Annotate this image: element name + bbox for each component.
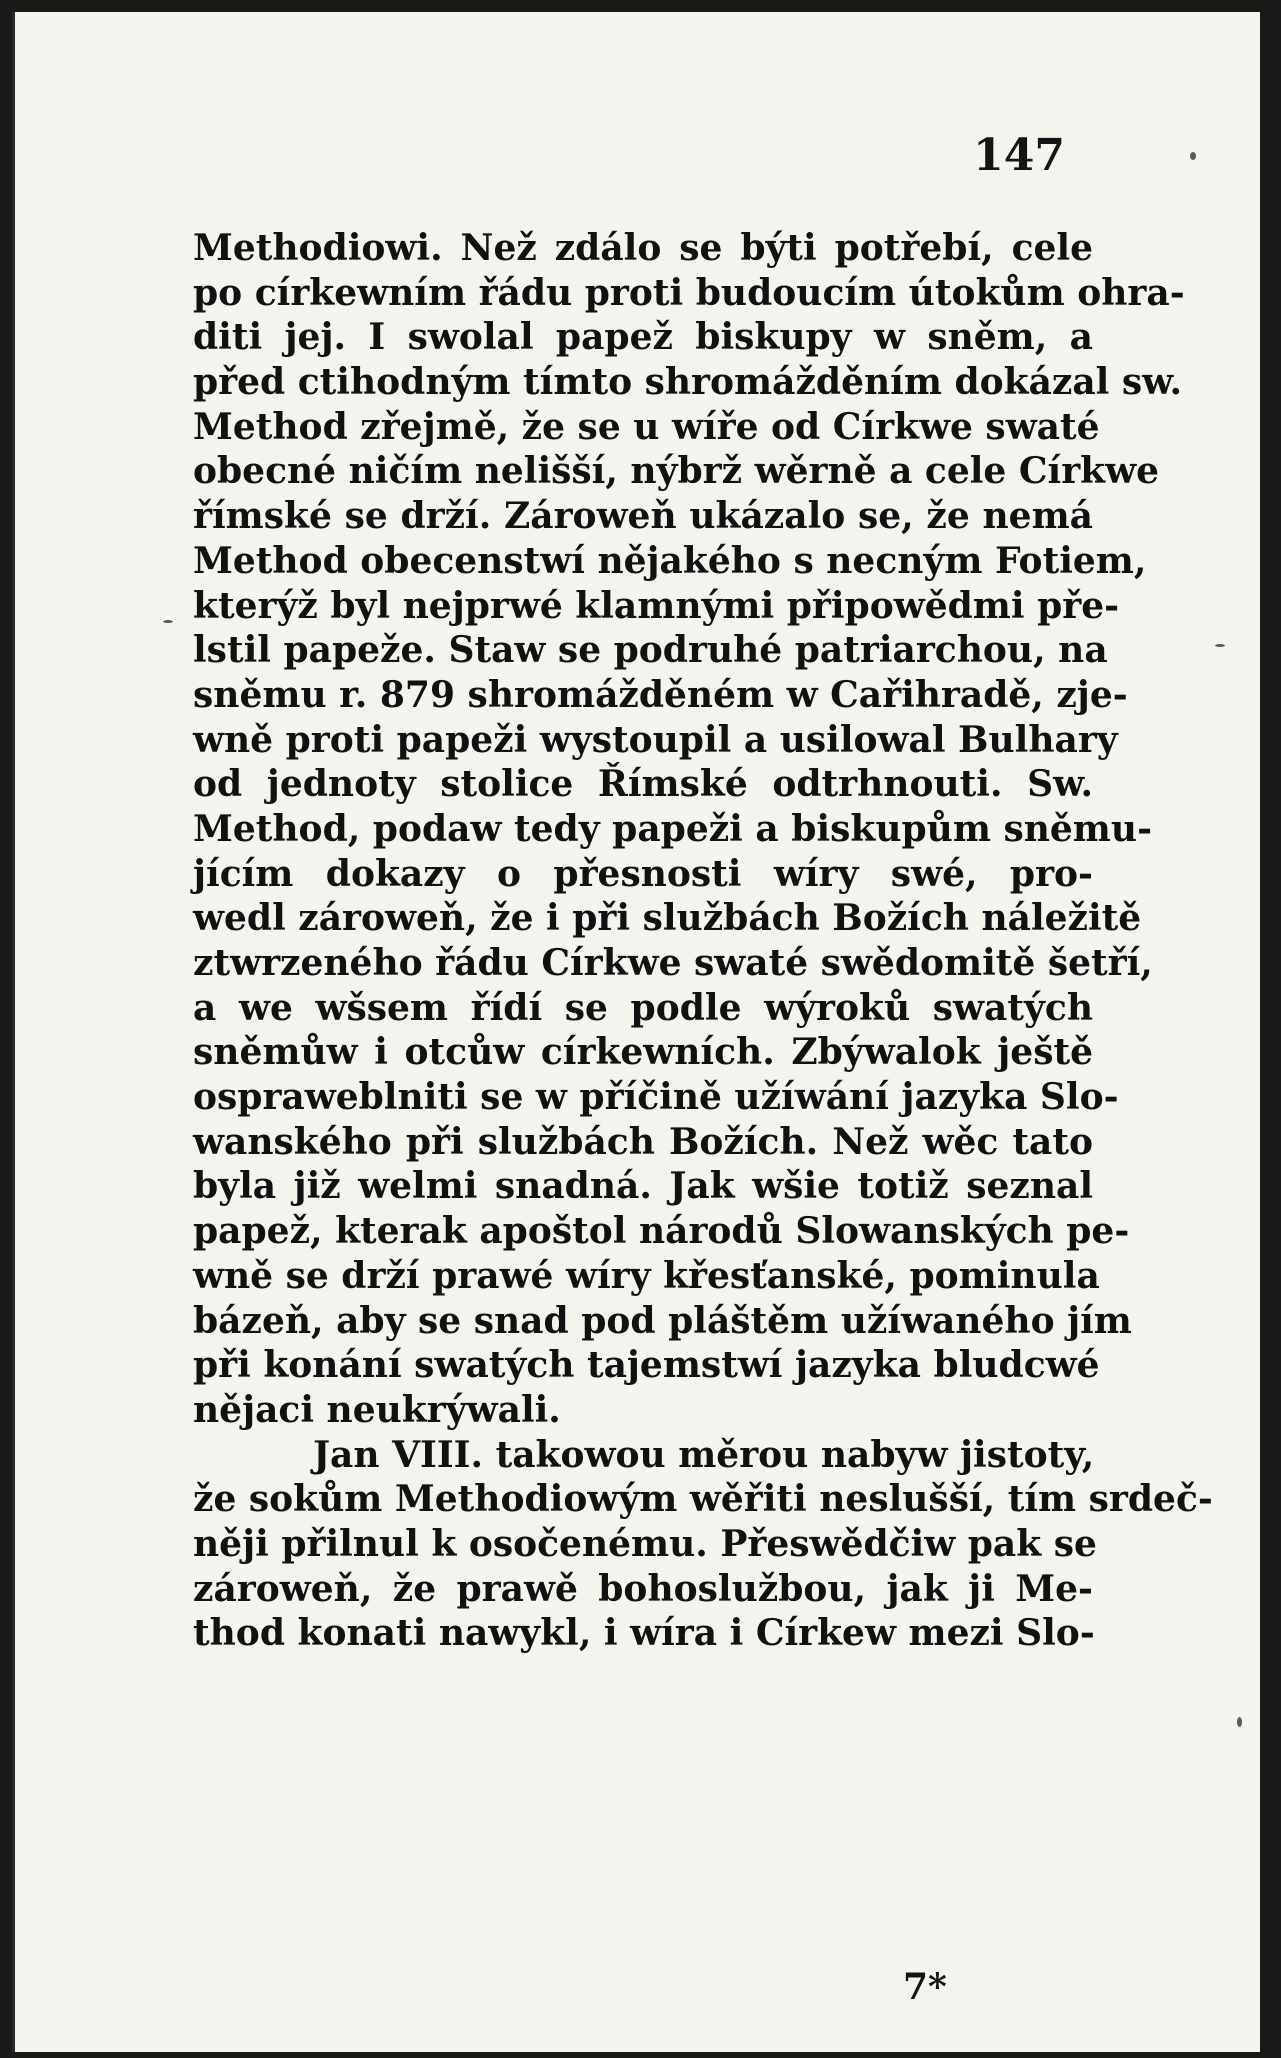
text-line: něji přilnul k osočenému. Přeswědčiw pak se [193, 1522, 1097, 1565]
text-line: byla již welmi snadná. Jak wšie totiž seznal [193, 1165, 1093, 1208]
text-line: ztwrzeného řádu Církwe swaté swědomitě šetří, [193, 942, 1153, 984]
text-line: Method obecenstwí nějakého s necným Fotiem, [193, 539, 1147, 582]
text-line: římské se drží. Zároweň ukázalo se, že nemá [193, 495, 1093, 538]
text-line: wanského při službách Božích. Než wěc tato [193, 1120, 1093, 1163]
text-line: diti jej. I swolal papež biskupy w sněm, a [193, 316, 1093, 359]
text-line: bázeň, aby se snad pod pláštěm užíwaného jím [193, 1299, 1132, 1342]
printer-signature-mark: 7* [903, 1966, 947, 2008]
paragraph-start-line: Jan VIII. takowou měrou nabyw jistoty, [313, 1433, 1095, 1476]
text-line: wedl zároweň, že i při službách Božích náležitě [193, 897, 1142, 940]
text-line: sněmůw i otcůw církewních. Zbýwalok ještě [193, 1031, 1093, 1074]
text-line: před ctihodným tímto shromážděním dokázal sw. [193, 361, 1183, 404]
text-line: při konání swatých tajemstwí jazyka bludcwé [193, 1344, 1100, 1387]
paragraph-end-line: nějaci neukrýwali. [193, 1388, 561, 1431]
text-line: ospraweblniti se w příčině užíwání jazyka Slo- [193, 1076, 1119, 1119]
text-line: zároweň, že prawě bohoslužbou, jak ji Me- [193, 1567, 1093, 1610]
text-line: sněmu r. 879 shromážděném w Cařihradě, zje- [193, 673, 1128, 716]
text-line: thod konati nawykl, i wíra i Církew mezi Slo- [193, 1612, 1095, 1655]
text-line: wně se drží prawé wíry křesťanské, pominula [193, 1254, 1100, 1297]
paper-speck [1215, 644, 1225, 647]
text-line: Method, podaw tedy papeži a biskupům sněmu- [193, 807, 1153, 850]
text-line: Method zřejmě, že se u wíře od Církwe swaté [193, 405, 1100, 448]
paper-speck [163, 620, 173, 623]
page-number: 147 [973, 130, 1065, 181]
text-line: a we wšsem řídí se podle wýroků swatých [193, 986, 1093, 1029]
paper-speck [1190, 152, 1196, 160]
text-line: od jednoty stolice Římské odtrhnouti. Sw. [193, 763, 1093, 806]
text-line: kterýž byl nejprwé klamnými připowědmi pře- [193, 584, 1120, 627]
text-line: jícím dokazy o přesnosti wíry swé, pro- [193, 852, 1093, 895]
book-page [12, 12, 1260, 2052]
text-line: že sokům Methodiowým wěřiti neslušší, tím srdeč- [193, 1478, 1213, 1521]
text-line: wně proti papeži wystoupil a usilowal Bulhary [193, 718, 1118, 761]
text-line: po církewním řádu proti budoucím útokům ohra- [193, 271, 1185, 314]
body-text [193, 226, 1213, 1656]
paper-speck [1237, 1717, 1242, 1727]
text-line: lstil papeže. Staw se podruhé patriarchou, na [193, 629, 1108, 672]
text-line: papež, kterak apoštol národů Slowanských pe- [193, 1210, 1130, 1253]
text-line: obecné ničím nelišší, nýbrž wěrně a cele Církwe [193, 450, 1160, 493]
text-line: Methodiowi. Než zdálo se býti potřebí, cele [193, 227, 1093, 269]
